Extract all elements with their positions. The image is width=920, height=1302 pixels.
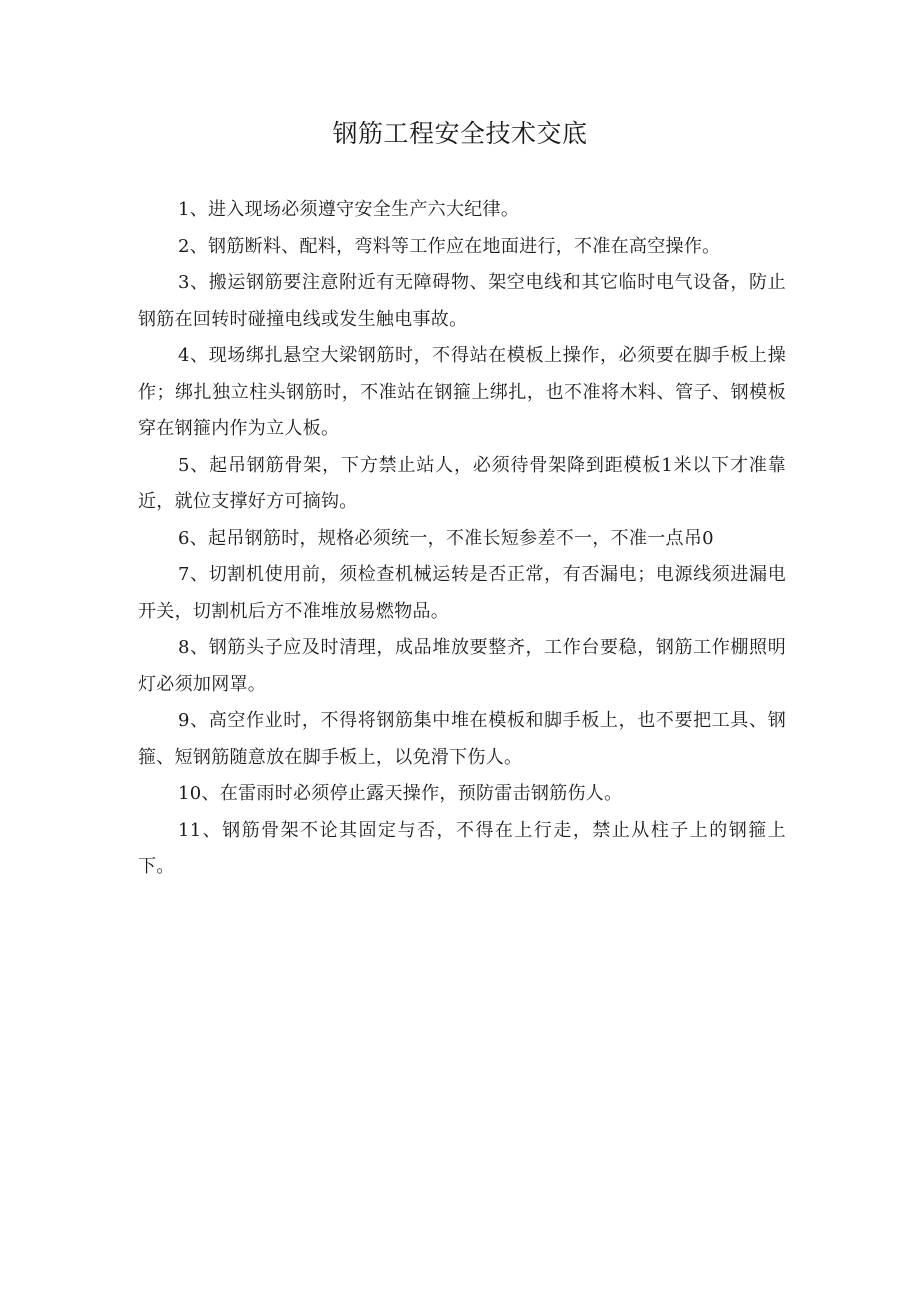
paragraph-6: 6、起吊钢筋时，规格必须统一，不准长短参差不一，不准一点吊0 <box>178 527 714 549</box>
paragraph-3: 3、搬运钢筋要注意附近有无障碍物、架空电线和其它临时电气设备，防止钢筋在回转时碰撞电线或发生触电事故。 <box>138 272 786 330</box>
paragraph-8: 8、钢筋头子应及时清理，成品堆放要整齐，工作台要稳，钢筋工作棚照明灯必须加网罩。 <box>138 637 786 695</box>
paragraph-10: 10、在雷雨时必须停止露天操作，预防雷击钢筋伤人。 <box>178 783 623 804</box>
document-body <box>138 192 786 886</box>
paragraph-1: 1、进入现场必须遵守安全生产六大纪律。 <box>178 199 520 220</box>
paragraph-5: 5、起吊钢筋骨架，下方禁止站人，必须待骨架降到距模板1米以下才准靠近，就位支撑好方可摘钩。 <box>138 454 786 512</box>
paragraph-4: 4、现场绑扎悬空大梁钢筋时，不得站在模板上操作，必须要在脚手板上操作；绑扎独立柱头钢筋时，不准站在钢箍上绑扎，也不准将木料、管子、钢模板穿在钢箍内作为立人板。 <box>138 345 786 439</box>
paragraph-11: 11、钢筋骨架不论其固定与否，不得在上行走，禁止从柱子上的钢箍上下。 <box>138 819 786 877</box>
document-title: 钢筋工程安全技术交底 <box>332 119 588 148</box>
paragraph-9: 9、高空作业时，不得将钢筋集中堆在模板和脚手板上，也不要把工具、钢箍、短钢筋随意放在脚手板上，以免滑下伤人。 <box>138 710 786 768</box>
paragraph-2: 2、钢筋断料、配料，弯料等工作应在地面进行，不准在高空操作。 <box>178 235 721 257</box>
paragraph-7: 7、切割机使用前，须检查机械运转是否正常，有否漏电；电源线须进漏电开关，切割机后方不准堆放易燃物品。 <box>138 564 786 622</box>
